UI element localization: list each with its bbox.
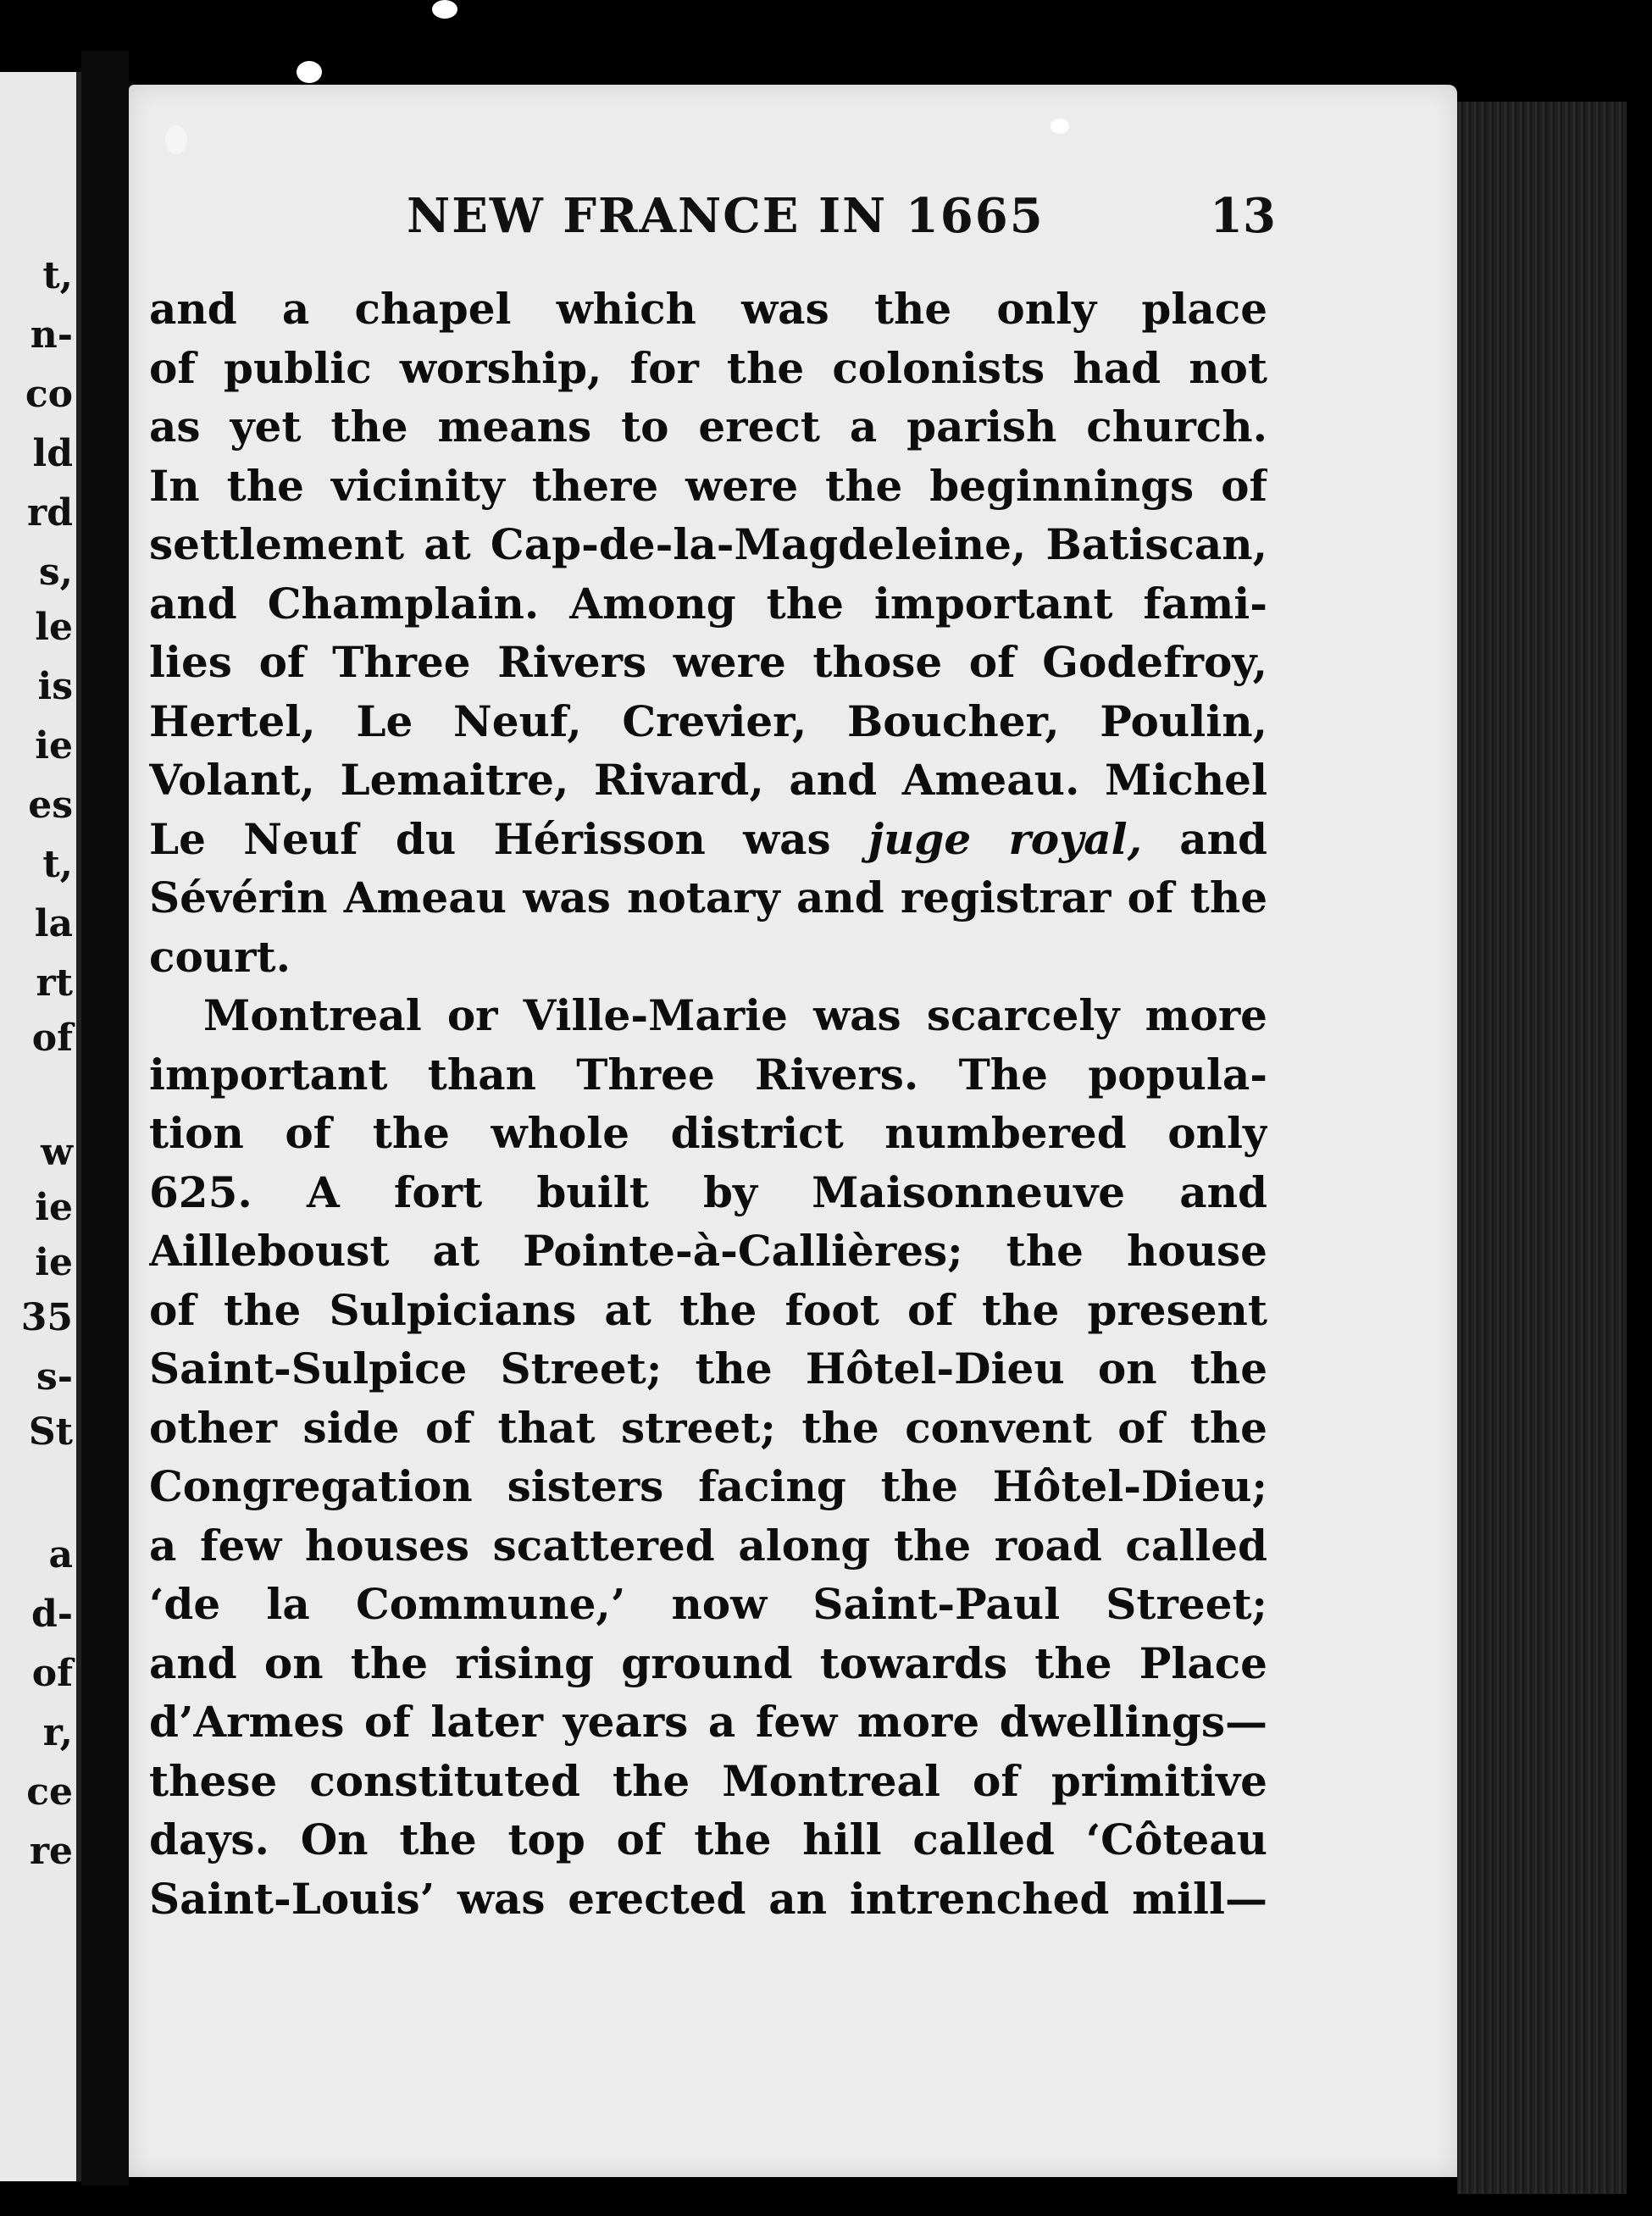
facing-page-fragment: s, — [38, 551, 73, 594]
text-line — [149, 810, 1267, 869]
text-line: Saint-Louis’ was erected an intrenched mill— — [149, 1873, 1267, 1924]
book-gutter — [81, 51, 129, 2186]
facing-page-fragment: la — [34, 902, 73, 945]
facing-page-fragment: t, — [42, 843, 73, 886]
facing-page-fragment: s- — [36, 1355, 73, 1399]
text-line: Sévérin Ameau was notary and registrar of the — [149, 873, 1267, 922]
text-line: as yet the means to erect a parish church. — [149, 402, 1267, 452]
facing-page-fragment: 35 — [20, 1296, 73, 1339]
text-line: In the vicinity there were the beginnings of — [149, 460, 1267, 511]
facing-page-fragment: d- — [30, 1593, 73, 1636]
facing-page-fragment: le — [35, 606, 73, 649]
scan-speck — [432, 0, 457, 19]
text-line: lies of Three Rivers were those of Godefroy, — [149, 637, 1267, 687]
facing-page-fragment: co — [25, 373, 73, 416]
facing-page-fragment: ie — [35, 1186, 73, 1229]
text-line: important than Three Rivers. The popula- — [149, 1049, 1267, 1100]
text-line: other side of that street; the convent of the — [149, 1402, 1267, 1453]
text-line: court. — [149, 931, 291, 982]
facing-page-fragment: of — [31, 1652, 73, 1695]
facing-page-fragment: ie — [35, 724, 73, 767]
scan-speck — [1051, 119, 1069, 134]
running-head: NEW FRANCE IN 1665 — [407, 188, 1045, 244]
text-line: these constituted the Montreal of primitive — [149, 1755, 1267, 1806]
text-line: of public worship, for the colonists had not — [149, 342, 1267, 393]
facing-page-fragment: es — [28, 784, 73, 827]
text-line: and a chapel which was the only place — [149, 284, 1267, 334]
text-line: Montreal or Ville-Marie was scarcely more — [203, 990, 1267, 1040]
facing-page-fragment: rd — [27, 491, 73, 535]
text-line: ‘de la Commune,’ now Saint-Paul Street; — [149, 1579, 1267, 1629]
facing-page — [0, 72, 81, 2181]
facing-page-fragment: ld — [32, 432, 73, 475]
facing-page-fragment: ie — [35, 1241, 73, 1284]
page-edges — [1457, 102, 1627, 2194]
facing-page-fragment: St — [28, 1410, 73, 1454]
text-segment: and — [1142, 813, 1267, 864]
text-line: and Champlain. Among the important fami- — [149, 578, 1267, 629]
body-text — [149, 280, 1267, 1928]
facing-page-fragment: rt — [36, 961, 73, 1005]
text-line: and on the rising ground towards the Place — [149, 1637, 1267, 1688]
facing-page-fragment: ce — [26, 1770, 73, 1814]
text-line: Hertel, Le Neuf, Crevier, Boucher, Poulin, — [149, 695, 1267, 746]
text-line: days. On the top of the hill called ‘Côteau — [149, 1814, 1267, 1864]
text-line: settlement at Cap-de-la-Magdeleine, Batiscan, — [149, 519, 1267, 569]
text-line: d’Armes of later years a few more dwellings— — [149, 1697, 1267, 1747]
scan-speck — [165, 125, 187, 154]
facing-page-fragment: is — [37, 665, 73, 708]
text-line: tion of the whole district numbered only — [149, 1108, 1267, 1158]
facing-page-fragment: t, — [42, 254, 73, 297]
facing-page-fragment: r, — [42, 1711, 73, 1754]
scan-speck — [297, 61, 322, 83]
text-line: 625. A fort built by Maisonneuve and — [149, 1166, 1267, 1217]
text-line: Ailleboust at Pointe-à-Callières; the house — [149, 1226, 1267, 1276]
text-line: a few houses scattered along the road called — [149, 1520, 1267, 1571]
text-line: Saint-Sulpice Street; the Hôtel-Dieu on the — [149, 1343, 1267, 1393]
facing-page-fragment: n- — [30, 313, 73, 357]
facing-page-fragment: of — [31, 1017, 73, 1060]
facing-page-fragment: re — [29, 1830, 73, 1873]
text-line: Congregation sisters facing the Hôtel-Dieu; — [149, 1461, 1267, 1511]
text-segment: Le Neuf du Hérisson was — [149, 813, 868, 864]
text-line: of the Sulpicians at the foot of the present — [149, 1284, 1267, 1335]
page-number: 13 — [1210, 188, 1276, 244]
facing-page-fragment: w — [41, 1131, 73, 1174]
text-line: Volant, Lemaitre, Rivard, and Ameau. Michel — [149, 755, 1267, 805]
facing-page-fragment: a — [48, 1533, 73, 1576]
italic-phrase: juge royal, — [868, 813, 1143, 864]
